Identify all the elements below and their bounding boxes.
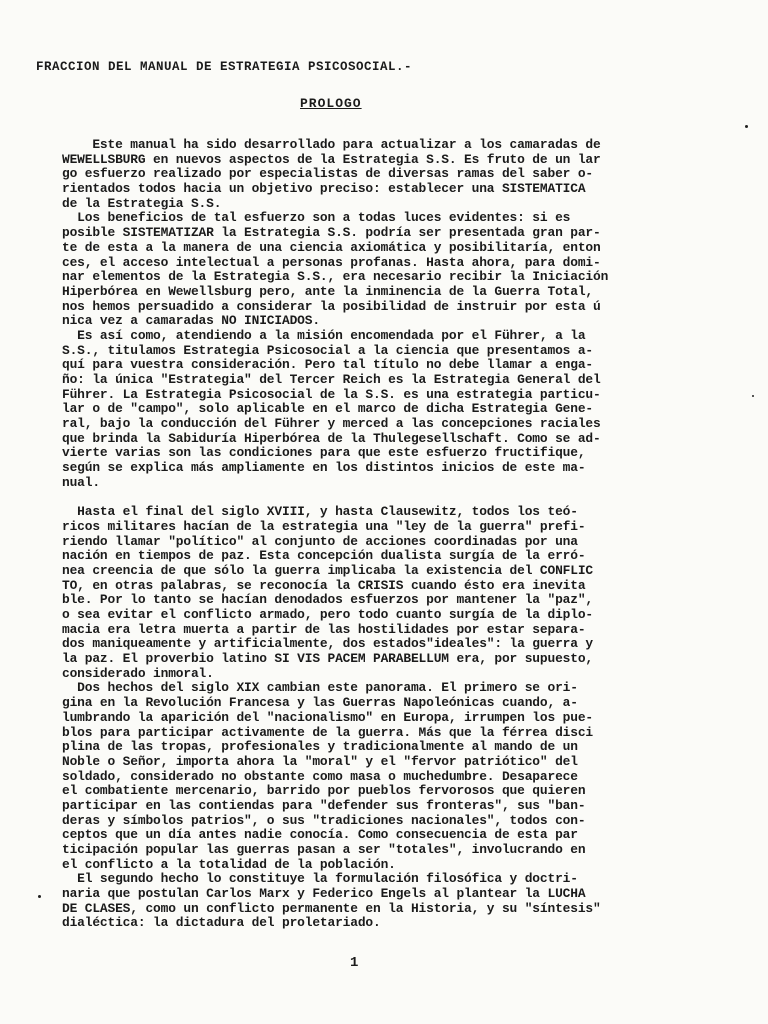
text-line: la paz. El proverbio latino SI VIS PACEM PARABELLUM era, por supuesto, [62, 651, 593, 667]
text-line: lumbrando la aparición del "nacionalismo" en Europa, irrumpen los pue- [62, 709, 593, 725]
paragraph-gap [62, 491, 712, 506]
text-line: considerado inmoral. [62, 665, 214, 681]
text-line: Dos hechos del siglo XIX cambian este panorama. El primero se ori- [62, 680, 578, 696]
text-line: nica vez a camaradas NO INICIADOS. [62, 313, 320, 329]
ink-speck [38, 895, 41, 898]
text-line: Los beneficios de tal esfuerzo son a todas luces evidentes: si es [62, 210, 571, 226]
document-title: PROLOGO [300, 96, 362, 111]
text-line: blos para participar activamente de la guerra. Más que la férrea disci [62, 724, 593, 740]
text-line: participar en las contiendas para "defender sus fronteras", sus "ban- [62, 797, 586, 813]
text-line: soldado, considerado no obstante como masa o muchedumbre. Desaparece [62, 768, 578, 784]
text-line: nual. [62, 474, 100, 490]
text-line: ricos militares hacían de la estrategia una "ley de la guerra" prefi- [62, 518, 586, 534]
text-line: TO, en otras palabras, se reconocía la CRISIS cuando ésto era inevita [62, 577, 586, 593]
text-line: quí para vuestra consideración. Pero tal título no debe llamar a enga- [62, 357, 593, 373]
text-line: nea creencia de que sólo la guerra implicaba la existencia del CONFLIC [62, 562, 593, 578]
text-line: DE CLASES, como un conflicto permanente en la Historia, y su "síntesis" [62, 900, 601, 916]
text-line: ticipación popular las guerras pasan a ser "totales", involucrando en [62, 842, 586, 857]
page-number: 1 [350, 955, 359, 971]
text-line: el conflicto a la totalidad de la población. [62, 856, 396, 872]
text-line: el combatiente mercenario, barrido por pueblos fervorosos que quieren [62, 783, 586, 799]
text-line: que brinda la Sabiduría Hiperbórea de la Thulegesellschaft. Como se ad- [62, 430, 601, 446]
text-line: nos hemos persuadido a considerar la posibilidad de instruir por esta ú [62, 298, 601, 314]
text-line: lar o de "campo", solo aplicable en el marco de dicha Estrategia Gene- [62, 401, 593, 417]
text-line: Führer. La Estrategia Psicosocial de la S.S. es una estrategia particu- [62, 386, 601, 402]
text-line: El segundo hecho lo constituye la formulación filosófica y doctri- [62, 871, 578, 887]
text-line: Noble o Señor, importa ahora la "moral" y el "fervor patriótico" del [62, 753, 578, 769]
text-line: rientados todos hacia un objetivo preciso: establecer una SISTEMATICA [62, 181, 586, 197]
text-line: riendo llamar "político" al conjunto de acciones coordinadas por una [62, 533, 578, 549]
text-line: de la Estrategia S.S. [62, 195, 222, 211]
text-line: ceptos que un día antes nadie conocía. Como consecuencia de esta par [62, 827, 578, 843]
text-line: o sea evitar el conflicto armado, pero todo cuanto surgía de la diplo- [62, 607, 593, 622]
text-line: Hasta el final del siglo XVIII, y hasta Clausewitz, todos los teó- [62, 504, 578, 520]
text-line: S.S., titulamos Estrategia Psicosocial a la ciencia que presentamos a- [62, 342, 593, 358]
text-line: dialéctica: la dictadura del proletariado. [62, 915, 381, 931]
text-line: plina de las tropas, profesionales y tradicionalmente al mando de un [62, 739, 578, 755]
text-line: naria que postulan Carlos Marx y Federico Engels al plantear la LUCHA [62, 886, 586, 902]
text-line: macia era letra muerta a partir de las hostilidades por estar separa- [62, 621, 586, 637]
document-body [62, 138, 712, 931]
text-line: según se explica más ampliamente en los distintos inicios de este ma- [62, 460, 586, 476]
text-line: Este manual ha sido desarrollado para actualizar a los camaradas de [62, 137, 601, 152]
text-line: ble. Por lo tanto se hacían denodados esfuerzos por mantener la "paz", [62, 592, 593, 608]
text-line: go esfuerzo realizado por especialistas de diversas ramas del saber o- [62, 166, 593, 182]
text-line: Es así como, atendiendo a la misión encomendada por el Führer, a la [62, 327, 586, 343]
document-header: FRACCION DEL MANUAL DE ESTRATEGIA PSICOSOCIAL.- [36, 60, 413, 74]
text-line: dos maniqueamente y artificialmente, dos estados"ideales": la guerra y [62, 636, 593, 652]
text-line: ral, bajo la conducción del Führer y merced a las concepciones raciales [62, 416, 601, 432]
ink-speck [752, 395, 754, 397]
ink-speck [745, 125, 748, 128]
text-line: ño: la única "Estrategia" del Tercer Reich es la Estrategia General del [62, 372, 601, 387]
text-line: ces, el acceso intelectual a personas profanas. Hasta ahora, para domi- [62, 254, 601, 270]
text-line: te de esta a la manera de una ciencia axiomática y posibilitaría, enton [62, 239, 601, 255]
text-line: Hiperbórea en Wewellsburg pero, ante la inminencia de la Guerra Total, [62, 283, 593, 299]
text-line: vierte varias son las condiciones para que este esfuerzo fructifique, [62, 445, 586, 461]
text-line: deras y símbolos patrios", o sus "tradiciones nacionales", todos con- [62, 812, 586, 828]
text-line: gina en la Revolución Francesa y las Guerras Napoleónicas cuando, a- [62, 695, 578, 711]
text-line: WEWELLSBURG en nuevos aspectos de la Estrategia S.S. Es fruto de un lar [62, 151, 601, 167]
text-line: nación en tiempos de paz. Esta concepción dualista surgía de la erró- [62, 548, 586, 564]
text-line: nar elementos de la Estrategia S.S., era necesario recibir la Iniciación [62, 269, 609, 285]
text-line: posible SISTEMATIZAR la Estrategia S.S. podría ser presentada gran par- [62, 225, 601, 241]
